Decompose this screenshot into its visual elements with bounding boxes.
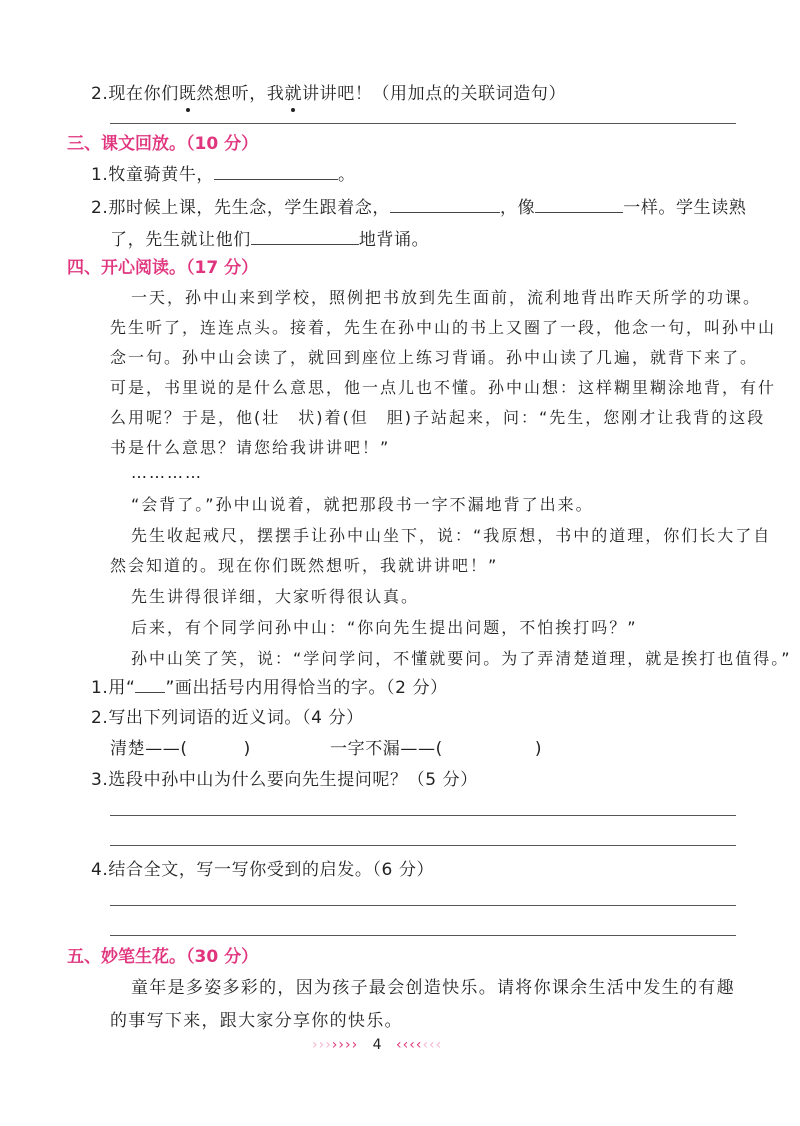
dotted-char-ji: 既 <box>178 84 197 104</box>
section4-title: 四、开心阅读。（17 分） <box>67 258 259 278</box>
section4-q3: 3.选段中孙中山为什么要向先生提问呢？（5 分） <box>91 770 478 790</box>
rewrite-suffix: 讲讲吧！（用加点的关联词造句） <box>302 84 567 104</box>
s3-q2-line2-prefix: 了，先生就让他们 <box>110 230 251 250</box>
section4-q2: 2.写出下列词语的近义词。（4 分） <box>91 708 364 728</box>
s3-q1-suffix: 。 <box>338 165 356 185</box>
underline-sample <box>135 678 165 693</box>
rewrite-prefix: 2.现在你们 <box>91 84 179 104</box>
section3-q1 <box>91 161 356 187</box>
s3-q1-prefix: 1.牧童骑黄牛， <box>91 165 215 185</box>
synonym-close-1: ) <box>243 739 251 759</box>
passage-line: 先生听了，连连点头。接着，先生在孙中山的书上又圈了一段，他念一句，叫孙中山 <box>110 318 777 337</box>
passage-line: 念一句。孙中山会读了，就回到座位上练习背诵。孙中山读了几遍，就背下来了。 <box>110 348 759 367</box>
passage-line: 后来，有个同学问孙中山：“你向先生提出问题，不怕挨打吗？” <box>131 618 638 637</box>
section5-prompt-line1: 童年是多姿多彩的，因为孩子最会创造快乐。请将你课余生活中发生的有趣 <box>131 978 735 998</box>
rewrite-question <box>91 82 566 106</box>
passage-line: 先生收起戒尺，摆摆手让孙中山坐下，说：“我原想，书中的道理，你们长大了自 <box>131 526 772 545</box>
s4-q1-suffix: ”画出括号内用得恰当的字。（2 分） <box>165 678 448 698</box>
answer-line[interactable] <box>110 905 736 906</box>
dotted-char-jiu: 就 <box>284 84 303 104</box>
synonym-item-1 <box>110 737 251 761</box>
section4-q1 <box>91 676 448 700</box>
arrow-left-icon: ‹‹‹‹ <box>396 1037 423 1053</box>
section3-q2-line2 <box>110 226 429 252</box>
passage-line: 可是，书里说的是什么意思，他一点儿也不懂。孙中山想：这样糊里糊涂地背，有什 <box>110 378 777 397</box>
fill-blank-1[interactable] <box>214 161 338 180</box>
fill-blank-4[interactable] <box>251 226 359 245</box>
arrow-right-icon: ››› <box>312 1037 332 1053</box>
s4-q1-prefix: 1.用“ <box>91 678 136 698</box>
rewrite-mid: 然想听，我 <box>196 84 285 104</box>
passage-line: 然会知道的。现在你们既然想听，我就讲讲吧！” <box>110 556 499 575</box>
s3-q2-mid: ，像 <box>500 198 536 218</box>
page-number: 4 <box>372 1037 382 1053</box>
synonym-word-2: 一字不漏——( <box>330 739 443 759</box>
passage-line: 么用呢？于是，他(壮 状)着(但 胆)子站起来，问：“先生，您刚才让我背的这段 <box>110 408 766 427</box>
section5-title: 五、妙笔生花。（30 分） <box>67 947 259 967</box>
passage-line: 先生讲得很详细，大家听得很认真。 <box>131 587 420 606</box>
s3-q2-line2-suffix: 地背诵。 <box>358 230 430 250</box>
s3-q2-suffix: 一样。学生读熟 <box>623 198 747 218</box>
answer-line[interactable] <box>110 815 736 816</box>
passage-line: 孙中山笑了笑，说：“学问学问，不懂就要问。为了弄清楚道理，就是挨打也值得。” <box>131 649 792 668</box>
fill-blank-3[interactable] <box>535 194 623 213</box>
section5-prompt-line2: 的事写下来，跟大家分享你的快乐。 <box>110 1011 403 1031</box>
arrow-left-icon: ‹‹‹ <box>422 1037 443 1053</box>
answer-line[interactable] <box>110 935 736 936</box>
passage-line: 一天，孙中山来到学校，照例把书放到先生面前，流利地背出昨天所学的功课。 <box>131 288 762 307</box>
s3-q2-prefix: 2.那时候上课，先生念，学生跟着念， <box>91 198 391 218</box>
section3-title: 三、课文回放。（10 分） <box>67 134 259 154</box>
synonym-word-1: 清楚——( <box>110 739 188 759</box>
arrow-right-icon: ›››› <box>331 1037 359 1053</box>
synonym-item-2 <box>330 737 542 761</box>
section4-q4: 4.结合全文，写一写你受到的启发。（6 分） <box>91 860 435 880</box>
passage-line: 书是什么意思？请您给我讲讲吧！” <box>110 438 391 457</box>
page-footer <box>312 1035 442 1055</box>
answer-line[interactable] <box>110 123 736 124</box>
fill-blank-2[interactable] <box>390 194 500 213</box>
synonym-close-2: ) <box>534 739 543 759</box>
passage-line: “会背了。”孙中山说着，就把那段书一字不漏地背了出来。 <box>131 495 594 514</box>
passage-ellipsis: ………… <box>131 463 203 482</box>
section3-q2 <box>91 194 746 220</box>
answer-line[interactable] <box>110 845 736 846</box>
